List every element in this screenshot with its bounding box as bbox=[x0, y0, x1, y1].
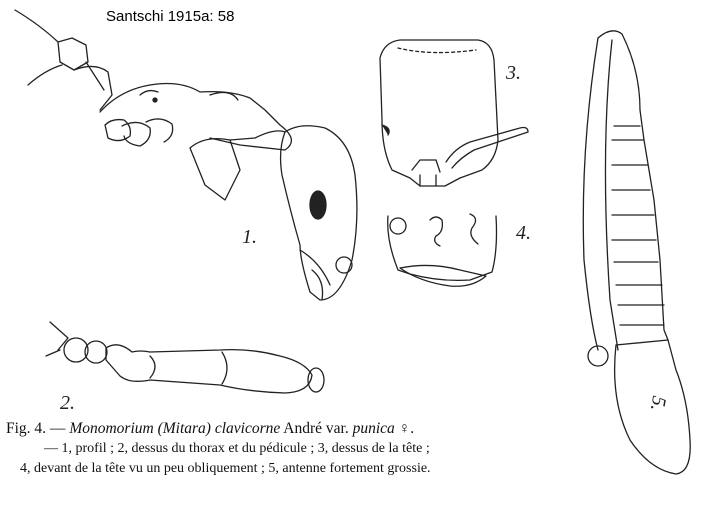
figure-number-5: 5. bbox=[645, 394, 671, 413]
caption-genus: Monomorium bbox=[69, 420, 154, 437]
source-reference: Santschi 1915a: 58 bbox=[106, 8, 235, 25]
figure-number-3: 3. bbox=[506, 62, 521, 84]
caption-author-var: André var. bbox=[283, 420, 349, 437]
caption-sex-symbol: ♀. bbox=[398, 420, 415, 437]
figure-number-2: 2. bbox=[60, 392, 75, 414]
figure-1-profile-drawing bbox=[15, 10, 357, 300]
caption-line-2: — 1, profil ; 2, dessus du thorax et du pédicule ; 3, dessus de la tête ; bbox=[44, 441, 430, 456]
caption-species: clavicorne bbox=[214, 420, 281, 437]
figure-5-antenna-drawing bbox=[583, 31, 690, 474]
caption-line-1 bbox=[6, 419, 706, 439]
caption-line-3: 4, devant de la tête vu un peu obliquement ; 5, antenne fortement grossie. bbox=[20, 461, 431, 476]
caption-variety: punica bbox=[352, 420, 395, 437]
caption-subgenus: (Mitara) bbox=[157, 420, 211, 437]
figure-4-head-front-drawing bbox=[388, 214, 497, 286]
figure-caption bbox=[6, 419, 706, 479]
figure-2-dorsal-drawing bbox=[46, 322, 324, 393]
figure-number-4: 4. bbox=[516, 222, 531, 244]
caption-fig-label: Fig. 4. — bbox=[6, 420, 66, 437]
figure-number-1: 1. bbox=[242, 226, 257, 248]
